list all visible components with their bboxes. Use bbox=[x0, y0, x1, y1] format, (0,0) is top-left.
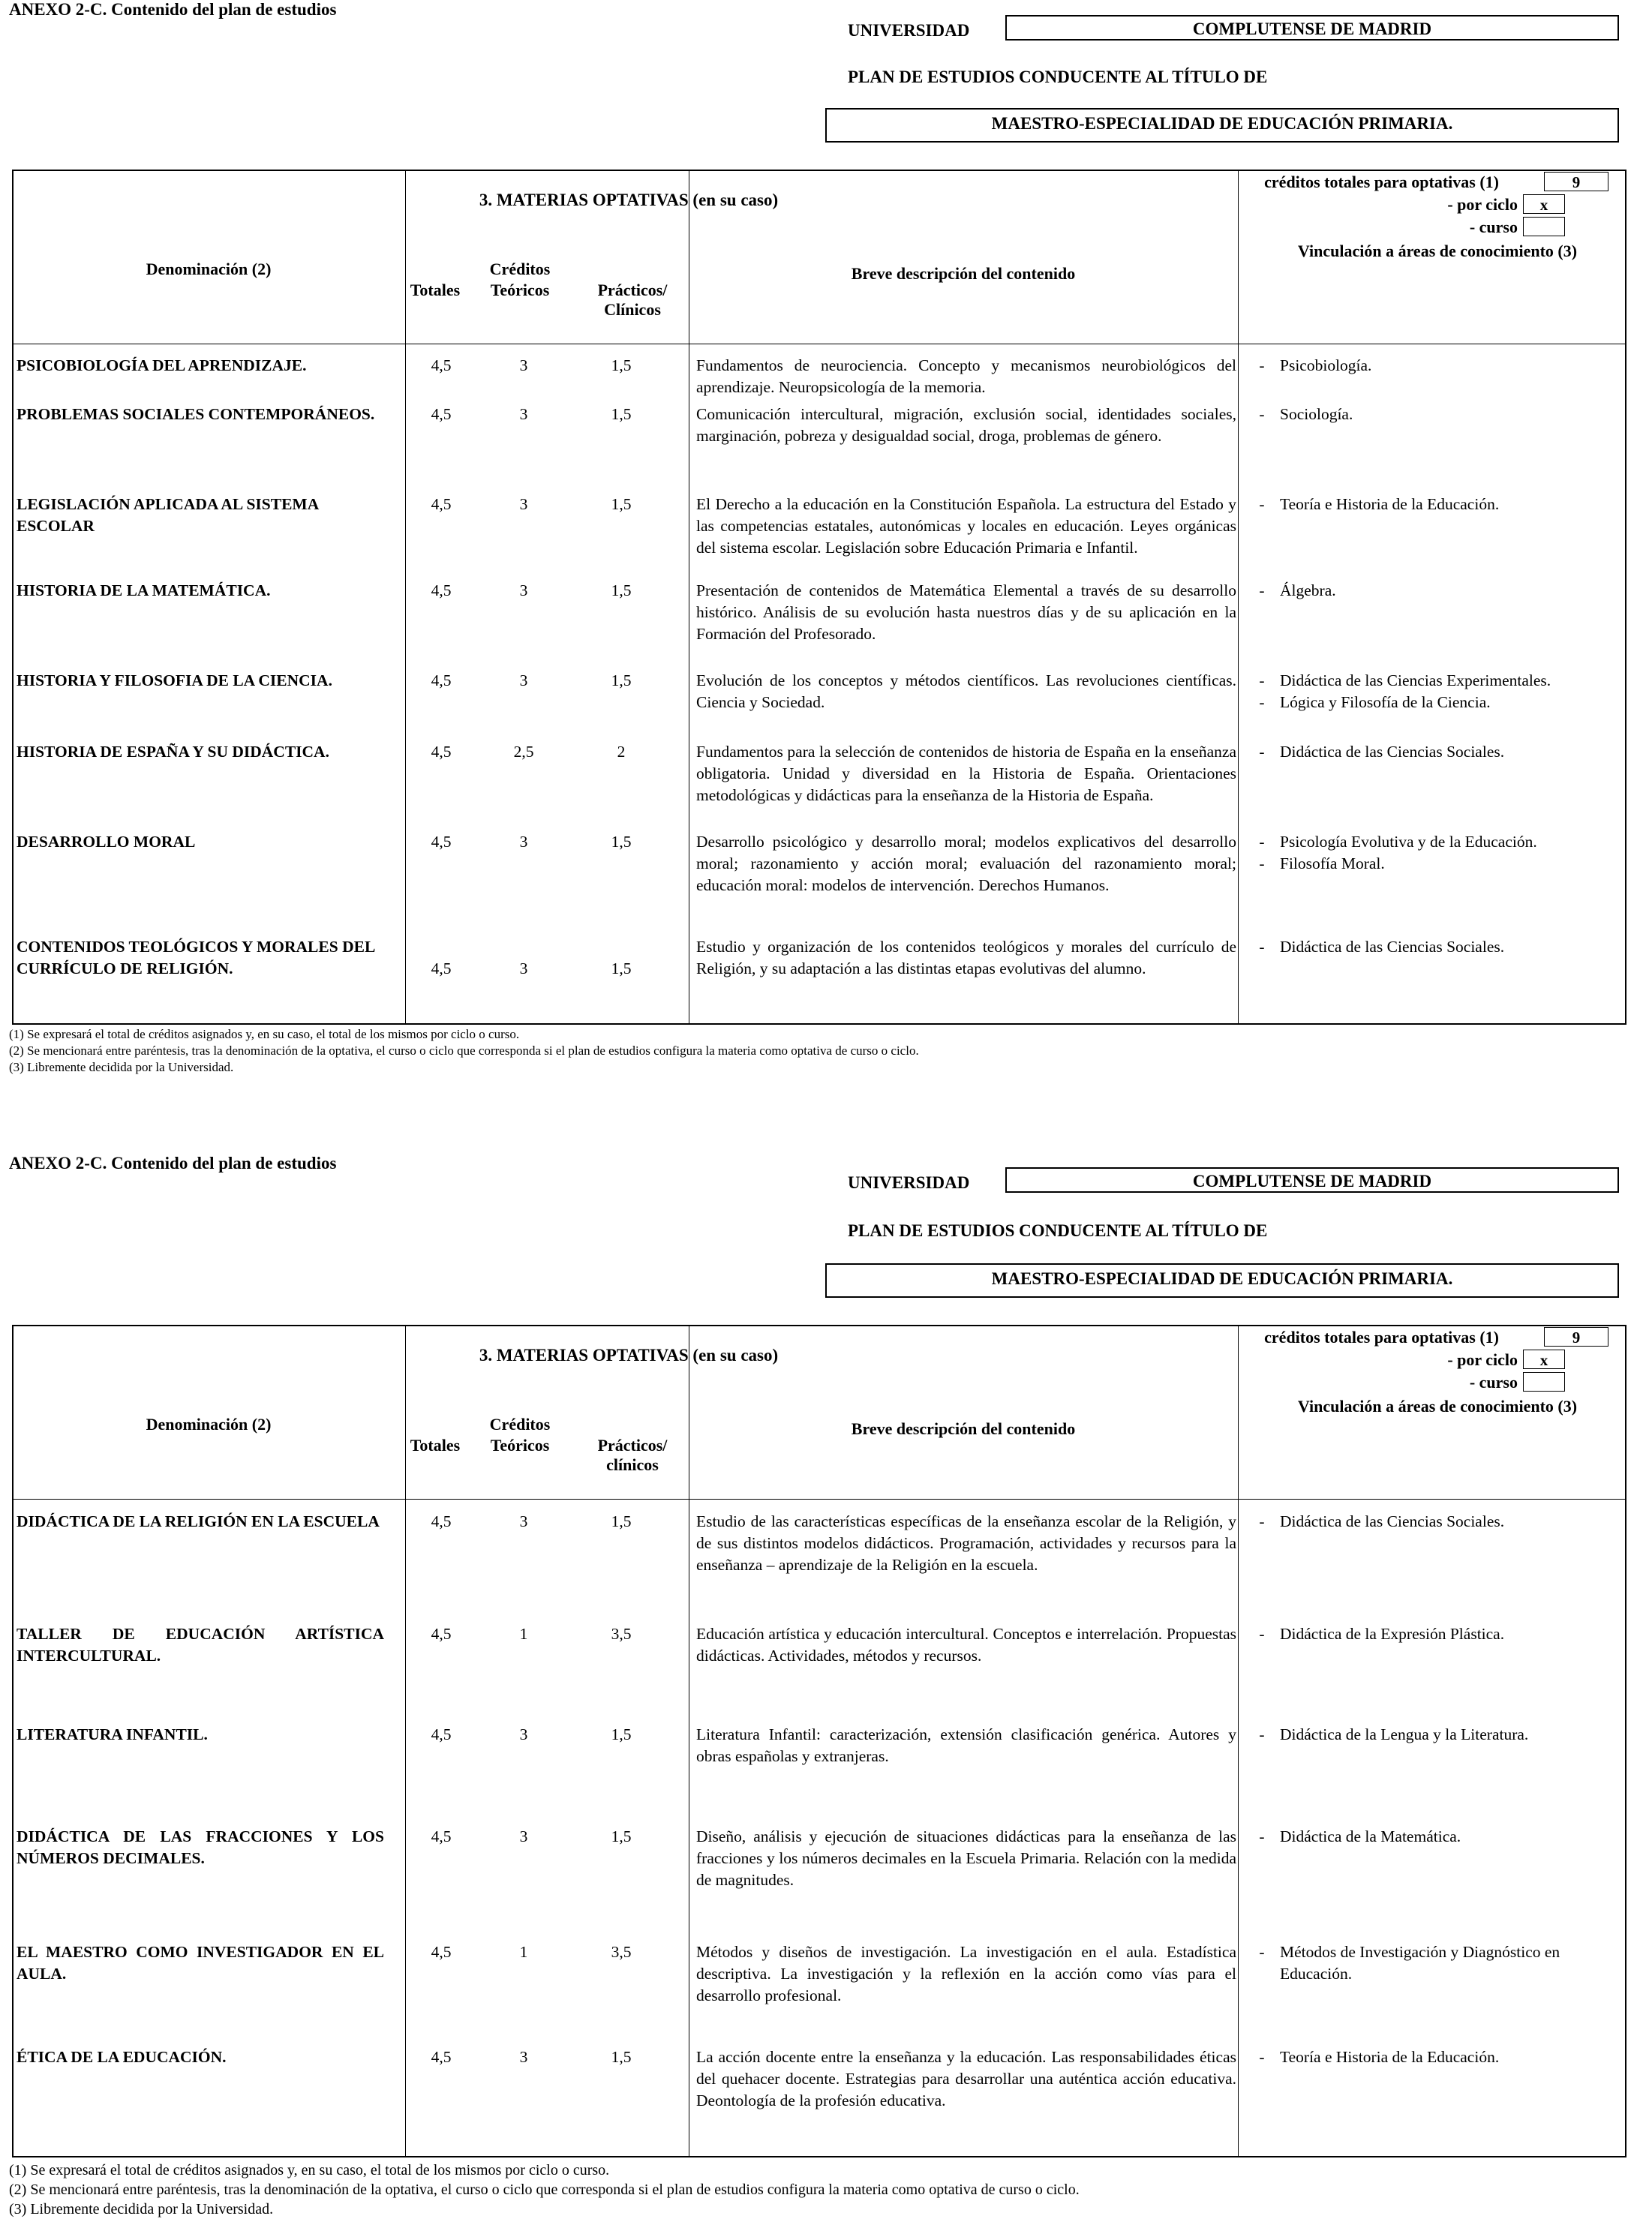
university-label: UNIVERSIDAD bbox=[848, 21, 970, 40]
credits-practicos: 1,5 bbox=[611, 581, 632, 599]
subject-description: Educación artística y educación intercultural. Conceptos e interrelación. Propuestas didácticas. Actividades, métodos y recursos. bbox=[696, 1625, 1236, 1665]
knowledge-area-text: Didáctica de las Ciencias Sociales. bbox=[1280, 1512, 1505, 1530]
credits-practicos: 1,5 bbox=[611, 405, 632, 423]
credits-totales: 4,5 bbox=[431, 959, 452, 977]
header-creditos: Créditos bbox=[489, 1415, 551, 1434]
per-course-box bbox=[1523, 217, 1565, 236]
footnote: (3) Libremente decidida por la Universidad. bbox=[9, 1060, 234, 1074]
knowledge-area-item bbox=[1244, 2046, 1623, 2068]
subject-name: ÉTICA DE LA EDUCACIÓN. bbox=[17, 2048, 227, 2066]
knowledge-areas bbox=[1244, 936, 1623, 958]
header-creditos: Créditos bbox=[489, 260, 551, 278]
credits-teoricos: 3 bbox=[519, 1512, 528, 1530]
subject-name: HISTORIA DE LA MATEMÁTICA. bbox=[17, 581, 271, 599]
header-descripcion: Breve descripción del contenido bbox=[851, 1419, 1076, 1438]
list-dash: - bbox=[1259, 1943, 1265, 1961]
knowledge-areas bbox=[1244, 1623, 1623, 1645]
list-dash: - bbox=[1259, 1625, 1265, 1643]
header-vinculacion: Vinculación a áreas de conocimiento (3) bbox=[1297, 242, 1578, 260]
credits-practicos: 1,5 bbox=[611, 495, 632, 513]
footnote: (2) Se mencionará entre paréntesis, tras la denominación de la optativa, el curso o ciclo que corresponda si el plan de estudios configura la materia como optativa de curso o ciclo. bbox=[9, 1043, 919, 1058]
subject-name: DESARROLLO MORAL bbox=[17, 833, 196, 851]
knowledge-areas bbox=[1244, 670, 1623, 713]
header-denominacion: Denominación (2) bbox=[146, 260, 272, 278]
header-denominacion: Denominación (2) bbox=[146, 1415, 272, 1434]
knowledge-area-text: Teoría e Historia de la Educación. bbox=[1280, 2048, 1500, 2066]
subject-name: CONTENIDOS TEOLÓGICOS Y MORALES DEL CURRÍCULO DE RELIGIÓN. bbox=[17, 938, 375, 977]
knowledge-area-text: Didáctica de la Lengua y la Literatura. bbox=[1280, 1725, 1529, 1743]
header-totales: Totales bbox=[410, 1436, 461, 1455]
degree-title-box: MAESTRO-ESPECIALIDAD DE EDUCACIÓN PRIMARIA. bbox=[825, 108, 1619, 143]
subject-description: El Derecho a la educación en la Constitución Española. La estructura del Estado y las competencias estatales, autonómicas y locales en educación. Leyes orgánicas del sistema escolar. Legislación sobre Educación Primaria e Infantil. bbox=[696, 495, 1236, 557]
credits-practicos: 1,5 bbox=[611, 356, 632, 374]
credits-total-label: créditos totales para optativas (1) bbox=[1264, 173, 1499, 191]
knowledge-areas bbox=[1244, 580, 1623, 602]
subject-name: HISTORIA DE ESPAÑA Y SU DIDÁCTICA. bbox=[17, 743, 329, 761]
subject-description: Literatura Infantil: caracterización, extensión clasificación genérica. Autores y obras españolas y extranjeras. bbox=[696, 1725, 1236, 1765]
credits-teoricos: 3 bbox=[519, 581, 528, 599]
annex-title: ANEXO 2-C. Contenido del plan de estudios bbox=[9, 0, 337, 19]
list-dash: - bbox=[1259, 833, 1265, 851]
credits-total-box: 9 bbox=[1544, 172, 1608, 191]
list-dash: - bbox=[1259, 1725, 1265, 1743]
knowledge-area-item bbox=[1244, 853, 1623, 875]
credits-teoricos: 2,5 bbox=[513, 743, 534, 761]
knowledge-area-text: Didáctica de la Matemática. bbox=[1280, 1827, 1461, 1845]
subject-name: EL MAESTRO COMO INVESTIGADOR EN EL AULA. bbox=[17, 1943, 384, 1983]
per-cycle-row bbox=[1244, 1349, 1626, 1371]
credits-practicos: 1,5 bbox=[611, 1512, 632, 1530]
knowledge-areas bbox=[1244, 2046, 1623, 2068]
list-dash: - bbox=[1259, 854, 1265, 872]
credits-total-label: créditos totales para optativas (1) bbox=[1264, 1328, 1499, 1347]
knowledge-area-item bbox=[1244, 741, 1623, 763]
credits-totales: 4,5 bbox=[431, 495, 452, 513]
subject-description: Evolución de los conceptos y métodos científicos. Las revoluciones científicas. Ciencia y Sociedad. bbox=[696, 671, 1236, 711]
annex-title: ANEXO 2-C. Contenido del plan de estudios bbox=[9, 1154, 337, 1173]
footnotes bbox=[9, 1026, 919, 1076]
knowledge-area-item bbox=[1244, 1941, 1623, 1985]
credits-teoricos: 3 bbox=[519, 959, 528, 977]
knowledge-area-item bbox=[1244, 1724, 1623, 1746]
knowledge-areas bbox=[1244, 1511, 1623, 1533]
credits-practicos: 1,5 bbox=[611, 1725, 632, 1743]
list-dash: - bbox=[1259, 581, 1265, 599]
page-2 bbox=[0, 1148, 1652, 2240]
list-dash: - bbox=[1259, 938, 1265, 956]
credits-total-row bbox=[1244, 1326, 1626, 1349]
plan-label: PLAN DE ESTUDIOS CONDUCENTE AL TÍTULO DE bbox=[848, 1221, 1268, 1240]
credits-teoricos: 3 bbox=[519, 833, 528, 851]
credits-practicos: 3,5 bbox=[611, 1625, 632, 1643]
table-column-divider bbox=[1238, 171, 1239, 1023]
subject-description: Diseño, análisis y ejecución de situaciones didácticas para la enseñanza de las fracciones y los números decimales en la Escuela Primaria. Relación con la medida de magnitudes. bbox=[696, 1827, 1236, 1889]
list-dash: - bbox=[1259, 1512, 1265, 1530]
knowledge-area-item bbox=[1244, 670, 1623, 692]
credits-teoricos: 3 bbox=[519, 356, 528, 374]
per-cycle-box: x bbox=[1523, 1350, 1565, 1369]
header-totales: Totales bbox=[410, 281, 461, 299]
credits-totales: 4,5 bbox=[431, 1827, 452, 1845]
knowledge-areas bbox=[1244, 1941, 1623, 1985]
knowledge-area-item bbox=[1244, 936, 1623, 958]
list-dash: - bbox=[1259, 671, 1265, 689]
credits-teoricos: 1 bbox=[519, 1943, 528, 1961]
credits-practicos: 3,5 bbox=[611, 1943, 632, 1961]
knowledge-area-text: Sociología. bbox=[1280, 405, 1353, 423]
knowledge-areas bbox=[1244, 1724, 1623, 1746]
section-title: 3. MATERIAS OPTATIVAS (en su caso) bbox=[479, 1346, 779, 1365]
list-dash: - bbox=[1259, 495, 1265, 513]
knowledge-area-text: Psicobiología. bbox=[1280, 356, 1372, 374]
knowledge-area-item bbox=[1244, 1623, 1623, 1645]
credits-totales: 4,5 bbox=[431, 2048, 452, 2066]
subject-description: Desarrollo psicológico y desarrollo moral; modelos explicativos del desarrollo moral; razonamiento y acción moral; evaluación del razonamiento moral; educación moral: modelos de intervención. Derechos Humanos. bbox=[696, 833, 1236, 894]
plan-label: PLAN DE ESTUDIOS CONDUCENTE AL TÍTULO DE bbox=[848, 68, 1268, 86]
credits-teoricos: 3 bbox=[519, 1827, 528, 1845]
subject-name: DIDÁCTICA DE LA RELIGIÓN EN LA ESCUELA bbox=[17, 1512, 380, 1530]
per-cycle-label: - por ciclo bbox=[1447, 195, 1518, 214]
subject-name: PSICOBIOLOGÍA DEL APRENDIZAJE. bbox=[17, 356, 307, 374]
credits-totales: 4,5 bbox=[431, 405, 452, 423]
per-course-row bbox=[1244, 216, 1626, 239]
credits-totales: 4,5 bbox=[431, 833, 452, 851]
knowledge-area-text: Didáctica de las Ciencias Experimentales. bbox=[1280, 671, 1551, 689]
subject-description: La acción docente entre la enseñanza y la educación. Las responsabilidades éticas del quehacer docente. Estrategias para desarrollar una auténtica acción educativa. Deontología de la profesión educativa. bbox=[696, 2048, 1236, 2109]
credits-totales: 4,5 bbox=[431, 743, 452, 761]
table-header-divider bbox=[14, 1499, 1625, 1500]
subject-name: DIDÁCTICA DE LAS FRACCIONES Y LOS NÚMEROS DECIMALES. bbox=[17, 1827, 384, 1867]
per-course-box bbox=[1523, 1372, 1565, 1392]
knowledge-area-text: Lógica y Filosofía de la Ciencia. bbox=[1280, 693, 1491, 711]
credits-totales: 4,5 bbox=[431, 581, 452, 599]
credits-totales: 4,5 bbox=[431, 1725, 452, 1743]
header-teoricos: Teóricos bbox=[490, 281, 550, 299]
subject-name: LITERATURA INFANTIL. bbox=[17, 1725, 208, 1743]
knowledge-areas bbox=[1244, 831, 1623, 875]
knowledge-area-item bbox=[1244, 580, 1623, 602]
knowledge-areas bbox=[1244, 355, 1623, 377]
credits-teoricos: 3 bbox=[519, 405, 528, 423]
knowledge-area-text: Filosofía Moral. bbox=[1280, 854, 1385, 872]
list-dash: - bbox=[1259, 356, 1265, 374]
per-course-label: - curso bbox=[1469, 1373, 1518, 1392]
list-dash: - bbox=[1259, 693, 1265, 711]
knowledge-area-text: Didáctica de las Ciencias Sociales. bbox=[1280, 743, 1505, 761]
credits-totales: 4,5 bbox=[431, 671, 452, 689]
page-1 bbox=[0, 0, 1652, 1110]
knowledge-areas bbox=[1244, 1826, 1623, 1848]
footnote: (1) Se expresará el total de créditos asignados y, en su caso, el total de los mismos por ciclo o curso. bbox=[9, 2162, 610, 2178]
knowledge-area-item bbox=[1244, 831, 1623, 853]
list-dash: - bbox=[1259, 405, 1265, 423]
list-dash: - bbox=[1259, 743, 1265, 761]
list-dash: - bbox=[1259, 1827, 1265, 1845]
credits-totales: 4,5 bbox=[431, 1943, 452, 1961]
knowledge-area-item bbox=[1244, 1826, 1623, 1848]
credits-practicos: 2 bbox=[617, 743, 626, 761]
footnotes bbox=[9, 2160, 1080, 2219]
header-vinculacion: Vinculación a áreas de conocimiento (3) bbox=[1297, 1397, 1578, 1416]
per-cycle-row bbox=[1244, 194, 1626, 216]
subject-description: Estudio y organización de los contenidos teológicos y morales del currículo de Religión, y su adaptación a las distintas etapas evolutivas del alumno. bbox=[696, 938, 1236, 977]
credits-summary bbox=[1244, 171, 1626, 239]
footnote: (1) Se expresará el total de créditos asignados y, en su caso, el total de los mismos por ciclo o curso. bbox=[9, 1027, 520, 1041]
footnote: (3) Libremente decidida por la Universidad. bbox=[9, 2201, 274, 2217]
credits-totales: 4,5 bbox=[431, 356, 452, 374]
subject-description: Fundamentos para la selección de contenidos de historia de España en la enseñanza obligatoria. Unidad y diversidad en la Historia de España. Orientaciones metodológicas y didácticas para la enseñanza de la Historia de España. bbox=[696, 743, 1236, 804]
table-column-divider bbox=[1238, 1326, 1239, 2156]
subject-name: TALLER DE EDUCACIÓN ARTÍSTICA INTERCULTURAL. bbox=[17, 1625, 384, 1665]
subject-name: LEGISLACIÓN APLICADA AL SISTEMA ESCOLAR bbox=[17, 495, 319, 535]
university-name-box: COMPLUTENSE DE MADRID bbox=[1005, 15, 1619, 41]
optional-subjects-table bbox=[12, 1325, 1626, 2157]
credits-practicos: 1,5 bbox=[611, 959, 632, 977]
list-dash: - bbox=[1259, 2048, 1265, 2066]
credits-teoricos: 1 bbox=[519, 1625, 528, 1643]
per-course-row bbox=[1244, 1371, 1626, 1394]
knowledge-area-text: Teoría e Historia de la Educación. bbox=[1280, 495, 1500, 513]
subject-name: HISTORIA Y FILOSOFIA DE LA CIENCIA. bbox=[17, 671, 332, 689]
header-descripcion: Breve descripción del contenido bbox=[851, 264, 1076, 283]
knowledge-areas bbox=[1244, 741, 1623, 763]
per-cycle-box: x bbox=[1523, 194, 1565, 214]
knowledge-area-item bbox=[1244, 1511, 1623, 1533]
credits-practicos: 1,5 bbox=[611, 671, 632, 689]
university-name-box: COMPLUTENSE DE MADRID bbox=[1005, 1167, 1619, 1193]
credits-practicos: 1,5 bbox=[611, 1827, 632, 1845]
subject-description: Presentación de contenidos de Matemática Elemental a través de su desarrollo histórico. Análisis de su evolución hasta nuestros días y de su aplicación en la Formación del Profesorado. bbox=[696, 581, 1236, 643]
credits-summary bbox=[1244, 1326, 1626, 1394]
credits-teoricos: 3 bbox=[519, 495, 528, 513]
knowledge-area-text: Métodos de Investigación y Diagnóstico en Educación. bbox=[1280, 1943, 1560, 1983]
credits-total-box: 9 bbox=[1544, 1327, 1608, 1347]
knowledge-areas bbox=[1244, 494, 1623, 515]
credits-practicos: 1,5 bbox=[611, 833, 632, 851]
header-practicos: Prácticos/ clínicos bbox=[597, 1436, 668, 1474]
knowledge-area-item bbox=[1244, 692, 1623, 713]
subject-description: Métodos y diseños de investigación. La investigación en el aula. Estadística descriptiva. La investigación y la reflexión en la acción como vías para el desarrollo profesional. bbox=[696, 1943, 1236, 2004]
credits-teoricos: 3 bbox=[519, 671, 528, 689]
credits-teoricos: 3 bbox=[519, 1725, 528, 1743]
knowledge-area-text: Didáctica de las Ciencias Sociales. bbox=[1280, 938, 1505, 956]
header-practicos: Prácticos/ Clínicos bbox=[597, 281, 668, 319]
section-title: 3. MATERIAS OPTATIVAS (en su caso) bbox=[479, 191, 779, 209]
footnote: (2) Se mencionará entre paréntesis, tras la denominación de la optativa, el curso o ciclo que corresponda si el plan de estudios configura la materia como optativa de curso o ciclo. bbox=[9, 2181, 1080, 2198]
per-cycle-label: - por ciclo bbox=[1447, 1350, 1518, 1369]
knowledge-area-text: Didáctica de la Expresión Plástica. bbox=[1280, 1625, 1505, 1643]
credits-practicos: 1,5 bbox=[611, 2048, 632, 2066]
optional-subjects-table bbox=[12, 170, 1626, 1025]
knowledge-area-item bbox=[1244, 494, 1623, 515]
per-course-label: - curso bbox=[1469, 218, 1518, 236]
credits-totales: 4,5 bbox=[431, 1512, 452, 1530]
subject-description: Estudio de las características específicas de la enseñanza escolar de la Religión, y de sus distintos modelos didácticos. Programación, actividades y recursos para la enseñanza – aprendizaje de la Religión en la escuela. bbox=[696, 1512, 1236, 1574]
knowledge-area-text: Álgebra. bbox=[1280, 581, 1336, 599]
knowledge-areas bbox=[1244, 404, 1623, 425]
subject-description: Comunicación intercultural, migración, exclusión social, identidades sociales, marginación, pobreza y desigualdad social, droga, problemas de género. bbox=[696, 405, 1236, 445]
subject-name: PROBLEMAS SOCIALES CONTEMPORÁNEOS. bbox=[17, 405, 375, 423]
header-teoricos: Teóricos bbox=[490, 1436, 550, 1455]
credits-totales: 4,5 bbox=[431, 1625, 452, 1643]
university-label: UNIVERSIDAD bbox=[848, 1173, 970, 1192]
subject-description: Fundamentos de neurociencia. Concepto y mecanismos neurobiológicos del aprendizaje. Neuropsicología de la memoria. bbox=[696, 356, 1236, 396]
knowledge-area-item bbox=[1244, 355, 1623, 377]
credits-teoricos: 3 bbox=[519, 2048, 528, 2066]
knowledge-area-text: Psicología Evolutiva y de la Educación. bbox=[1280, 833, 1537, 851]
knowledge-area-item bbox=[1244, 404, 1623, 425]
degree-title-box: MAESTRO-ESPECIALIDAD DE EDUCACIÓN PRIMARIA. bbox=[825, 1263, 1619, 1298]
credits-total-row bbox=[1244, 171, 1626, 194]
